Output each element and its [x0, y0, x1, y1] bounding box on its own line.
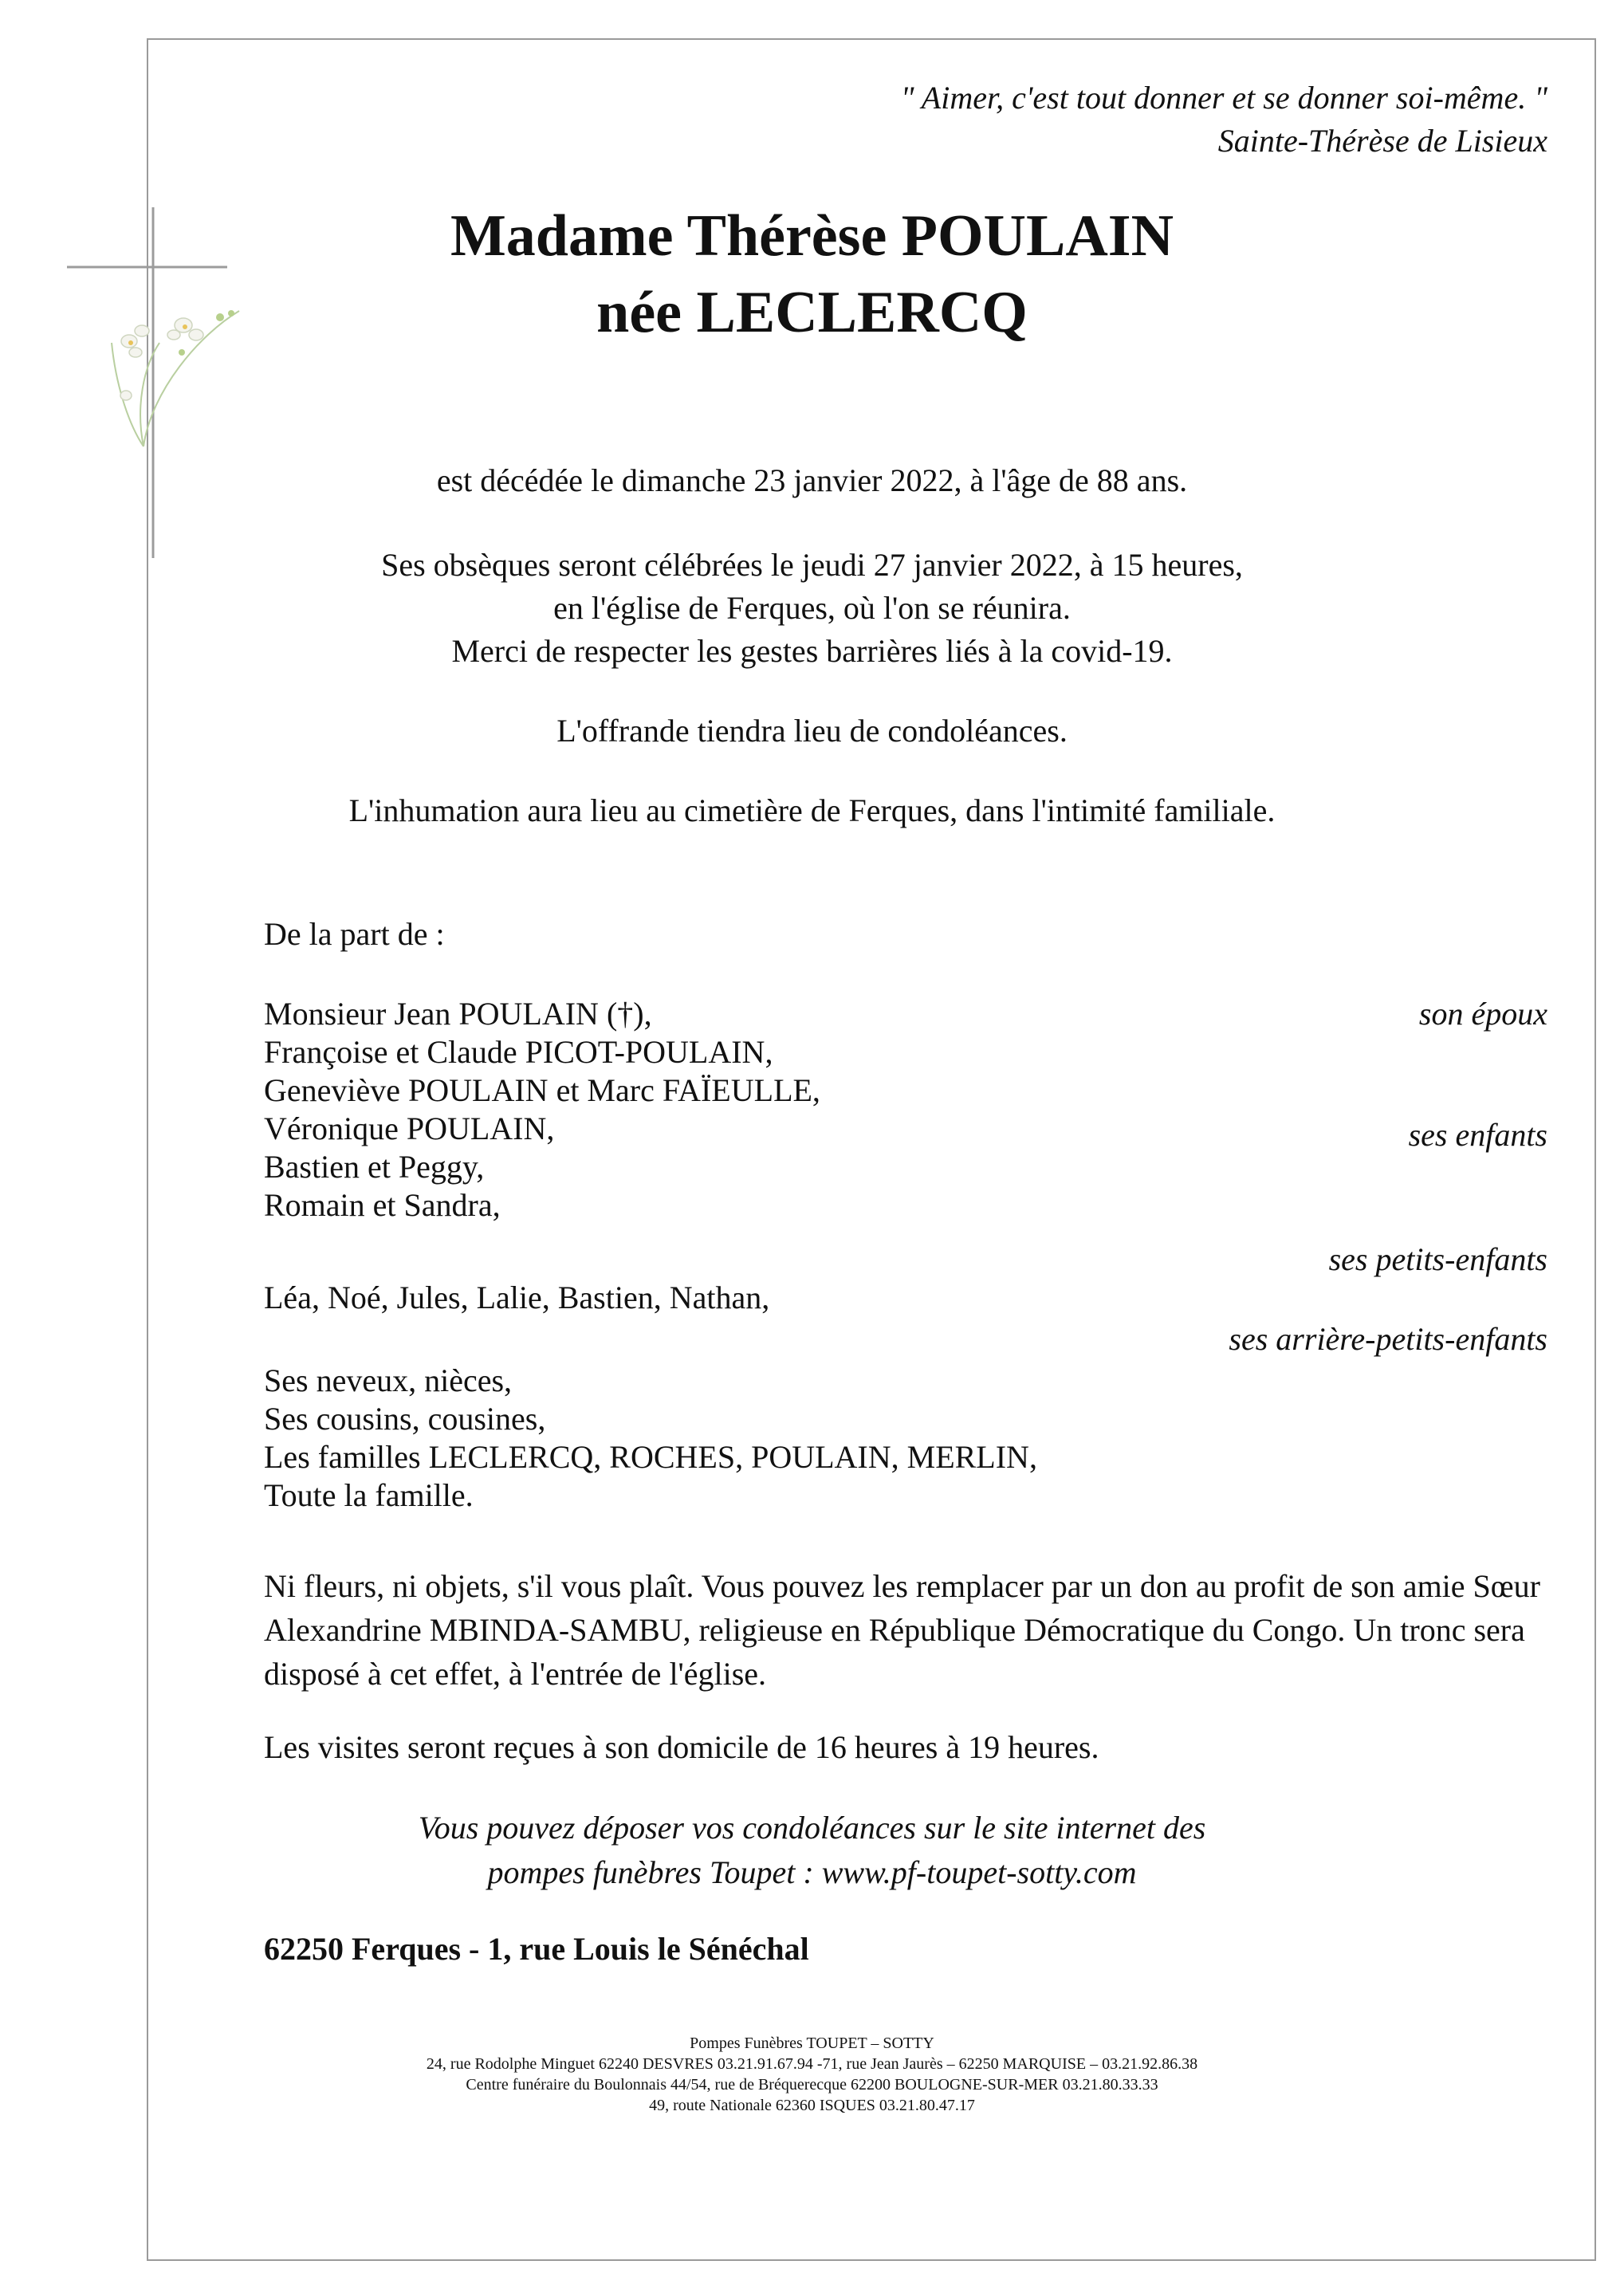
family-line: Bastien et Peggy, [264, 1149, 485, 1185]
deceased-name-line1: Madame Thérèse POULAIN [450, 203, 1174, 269]
death-statement: est décédée le dimanche 23 janvier 2022, à l'âge de 88 ans. [436, 462, 1188, 498]
offering-notice: L'offrande tiendra lieu de condoléances. [556, 713, 1068, 749]
deceased-name [0, 198, 1624, 351]
from-label: De la part de : [264, 916, 445, 952]
donation-notice: Ni fleurs, ni objets, s'il vous plaît. Vous pouvez les remplacer par un don au profit de son amie Sœur Alexandrine MBINDA-SAMBU, religieuse en République Démocratique du Congo. Un tronc sera disposé à cet effet, à l'entrée de l'église. [264, 1568, 1540, 1692]
family-line: Toute la famille. [264, 1477, 474, 1513]
website-line2: pompes funèbres Toupet : www.pf-toupet-sotty.com [487, 1854, 1137, 1890]
family-line: Geneviève POULAIN et Marc FAÏEULLE, [264, 1072, 820, 1108]
family-line: Romain et Sandra, [264, 1187, 501, 1223]
family-line: Véronique POULAIN, [264, 1111, 555, 1146]
epigraph-quote: " Aimer, c'est tout donner et se donner soi-même. " [900, 80, 1547, 116]
relation-label: ses arrière-petits-enfants [1229, 1321, 1547, 1357]
epigraph [901, 77, 1547, 163]
footer-line: Centre funéraire du Boulonnais 44/54, rue de Bréquerecque 62200 BOULOGNE-SUR-MER 03.21.80.33.33 [466, 2076, 1158, 2094]
condolences-website [0, 1806, 1624, 1895]
footer-line: 49, route Nationale 62360 ISQUES 03.21.80.47.17 [649, 2097, 975, 2114]
family-line: Ses neveux, nièces, [264, 1362, 513, 1398]
relation-label: ses enfants [1408, 1117, 1547, 1153]
relation-label: ses petits-enfants [1328, 1241, 1547, 1277]
funeral-date: Ses obsèques seront célébrées le jeudi 27 janvier 2022, à 15 heures, [381, 547, 1243, 583]
covid-notice: Merci de respecter les gestes barrières liés à la covid-19. [451, 633, 1173, 669]
home-address: 62250 Ferques - 1, rue Louis le Sénéchal [264, 1931, 809, 1967]
funeral-home-footer [0, 2033, 1624, 2116]
funeral-location: en l'église de Ferques, où l'on se réunira. [553, 590, 1071, 626]
burial-notice: L'inhumation aura lieu au cimetière de Ferques, dans l'intimité familiale. [348, 792, 1276, 828]
footer-line: Pompes Funèbres TOUPET – SOTTY [690, 2035, 934, 2052]
family-line: Les familles LECLERCQ, ROCHES, POULAIN, MERLIN, [264, 1439, 1037, 1475]
family-line: Léa, Noé, Jules, Lalie, Bastien, Nathan, [264, 1280, 770, 1315]
website-line1: Vous pouvez déposer vos condoléances sur le site internet des [418, 1810, 1206, 1846]
relation-label: son époux [1418, 996, 1547, 1032]
footer-line: 24, rue Rodolphe Minguet 62240 DESVRES 03.21.91.67.94 -71, rue Jean Jaurès – 62250 MARQUISE – 03.21.92.86.38 [426, 2055, 1198, 2073]
family-line: Monsieur Jean POULAIN (†), [264, 996, 652, 1032]
deceased-name-line2: née LECLERCQ [596, 280, 1028, 345]
family-line: Françoise et Claude PICOT-POULAIN, [264, 1034, 773, 1070]
epigraph-author: Sainte-Thérèse de Lisieux [1217, 123, 1547, 159]
visits-notice: Les visites seront reçues à son domicile de 16 heures à 19 heures. [264, 1729, 1099, 1765]
family-line: Ses cousins, cousines, [264, 1401, 546, 1437]
